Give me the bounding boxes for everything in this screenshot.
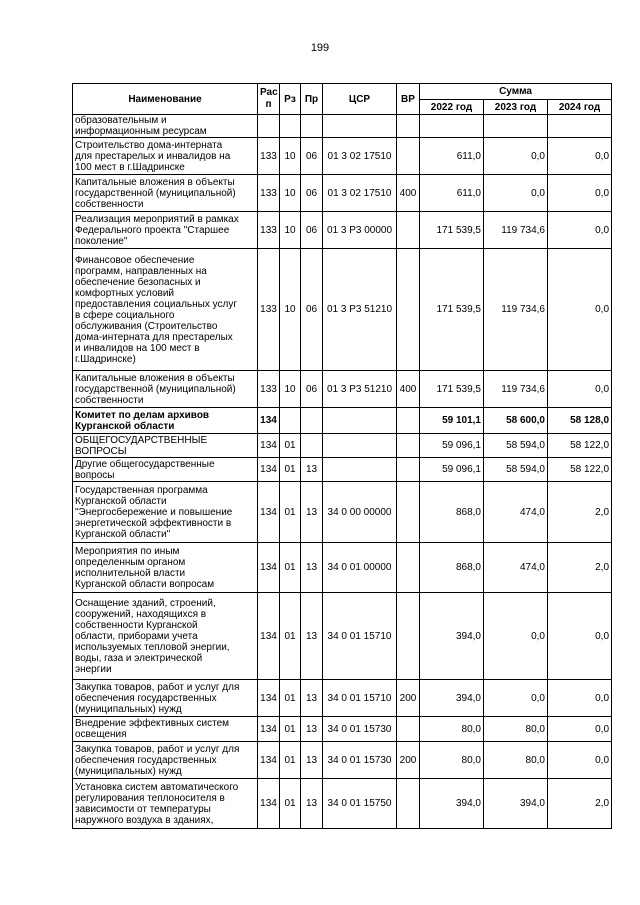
row-2024-cell [548, 115, 612, 138]
row-2023-cell: 0,0 [484, 593, 548, 680]
header-name: Наименование [73, 84, 258, 115]
row-rz-cell: 10 [280, 175, 301, 212]
table-row [73, 717, 612, 742]
page-number: 199 [310, 42, 330, 54]
table-row [73, 175, 612, 212]
table-row [73, 742, 612, 779]
row-2022-cell: 171 539,5 [420, 212, 484, 249]
row-2022-cell: 868,0 [420, 482, 484, 543]
row-2024-cell: 58 122,0 [548, 434, 612, 458]
row-name-cell: Строительство дома-интерната для престарелых и инвалидов на 100 мест в г.Шадринске [73, 138, 258, 175]
row-2022-cell: 80,0 [420, 717, 484, 742]
row-csr-cell: 34 0 01 00000 [323, 543, 397, 593]
header-sum: Сумма [420, 84, 612, 100]
row-2022-cell [420, 115, 484, 138]
header-pr: Пр [301, 84, 323, 115]
row-2022-cell: 171 539,5 [420, 371, 484, 408]
row-vr-cell [397, 249, 420, 371]
row-2024-cell: 2,0 [548, 482, 612, 543]
row-rz-cell: 01 [280, 680, 301, 717]
table-row [73, 680, 612, 717]
row-rz-cell: 10 [280, 212, 301, 249]
row-pr-cell [301, 434, 323, 458]
row-rasp-cell: 134 [258, 408, 280, 434]
budget-table [72, 83, 612, 829]
row-rasp-cell: 134 [258, 593, 280, 680]
row-name-cell: Финансовое обеспечение программ, направленных на обеспечение безопасных и комфортных условий предоставления социальных услуг в сфере социального обслуживания (Строительство дома-интерната для престарелых и инвалидов на 100 мест в г.Шадринске) [73, 249, 258, 371]
row-rz-cell: 10 [280, 249, 301, 371]
row-2022-cell: 394,0 [420, 779, 484, 829]
row-name-cell: Капитальные вложения в объекты государственной (муниципальной) собственности [73, 371, 258, 408]
row-rasp-cell: 134 [258, 482, 280, 543]
row-vr-cell: 400 [397, 371, 420, 408]
table-row [73, 543, 612, 593]
table-row [73, 593, 612, 680]
header-vr: ВР [397, 84, 420, 115]
header-2022: 2022 год [420, 100, 484, 115]
row-2024-cell: 0,0 [548, 371, 612, 408]
row-vr-cell [397, 115, 420, 138]
row-2023-cell: 474,0 [484, 543, 548, 593]
row-2022-cell: 611,0 [420, 138, 484, 175]
row-2024-cell: 58 122,0 [548, 458, 612, 482]
row-csr-cell: 01 3 P3 00000 [323, 212, 397, 249]
row-vr-cell [397, 434, 420, 458]
row-2024-cell: 58 128,0 [548, 408, 612, 434]
row-csr-cell [323, 115, 397, 138]
row-2024-cell: 0,0 [548, 593, 612, 680]
row-name-cell: Капитальные вложения в объекты государственной (муниципальной) собственности [73, 175, 258, 212]
row-name-cell: Государственная программа Курганской области "Энергосбережение и повышение энергетической эффективности в Курганской области" [73, 482, 258, 543]
table-row [73, 138, 612, 175]
row-2022-cell: 59 101,1 [420, 408, 484, 434]
row-vr-cell [397, 408, 420, 434]
row-2022-cell: 80,0 [420, 742, 484, 779]
row-csr-cell [323, 408, 397, 434]
row-2024-cell: 0,0 [548, 249, 612, 371]
row-2023-cell: 80,0 [484, 717, 548, 742]
row-rasp-cell: 133 [258, 138, 280, 175]
row-csr-cell: 34 0 01 15750 [323, 779, 397, 829]
row-2024-cell: 2,0 [548, 543, 612, 593]
row-name-cell: Другие общегосударственные вопросы [73, 458, 258, 482]
row-pr-cell: 13 [301, 717, 323, 742]
row-2022-cell: 171 539,5 [420, 249, 484, 371]
table-row [73, 212, 612, 249]
row-pr-cell: 06 [301, 138, 323, 175]
row-2022-cell: 59 096,1 [420, 434, 484, 458]
row-csr-cell: 01 3 P3 51210 [323, 371, 397, 408]
row-name-cell: ОБЩЕГОСУДАРСТВЕННЫЕ ВОПРОСЫ [73, 434, 258, 458]
row-name-cell: Установка систем автоматического регулирования теплоносителя в зависимости от температуры наружного воздуха в зданиях, [73, 779, 258, 829]
row-2024-cell: 0,0 [548, 212, 612, 249]
row-2023-cell: 394,0 [484, 779, 548, 829]
row-2022-cell: 611,0 [420, 175, 484, 212]
row-pr-cell: 13 [301, 680, 323, 717]
row-pr-cell: 13 [301, 482, 323, 543]
row-2024-cell: 0,0 [548, 680, 612, 717]
row-pr-cell: 06 [301, 175, 323, 212]
row-rasp-cell: 134 [258, 779, 280, 829]
row-rasp-cell: 134 [258, 680, 280, 717]
row-pr-cell: 06 [301, 249, 323, 371]
row-pr-cell [301, 408, 323, 434]
header-2023: 2023 год [484, 100, 548, 115]
row-2022-cell: 59 096,1 [420, 458, 484, 482]
row-rasp-cell: 134 [258, 458, 280, 482]
row-rz-cell: 01 [280, 543, 301, 593]
table-row [73, 779, 612, 829]
row-2022-cell: 394,0 [420, 680, 484, 717]
row-rz-cell: 01 [280, 482, 301, 543]
row-2022-cell: 868,0 [420, 543, 484, 593]
row-rz-cell: 01 [280, 593, 301, 680]
table-row [73, 408, 612, 434]
row-rz-cell: 01 [280, 742, 301, 779]
header-2024: 2024 год [548, 100, 612, 115]
row-name-cell: Реализация мероприятий в рамках Федерального проекта "Старшее поколение" [73, 212, 258, 249]
row-rz-cell: 10 [280, 138, 301, 175]
row-2023-cell: 119 734,6 [484, 249, 548, 371]
row-vr-cell [397, 543, 420, 593]
row-name-cell: Комитет по делам архивов Курганской области [73, 408, 258, 434]
header-rasp: Рас п [258, 84, 280, 115]
row-vr-cell: 200 [397, 680, 420, 717]
row-name-cell: Закупка товаров, работ и услуг для обеспечения государственных (муниципальных) нужд [73, 742, 258, 779]
row-2024-cell: 0,0 [548, 717, 612, 742]
row-csr-cell: 34 0 01 15710 [323, 680, 397, 717]
row-rasp-cell: 133 [258, 212, 280, 249]
row-2023-cell: 119 734,6 [484, 371, 548, 408]
row-2023-cell [484, 115, 548, 138]
row-2023-cell: 0,0 [484, 175, 548, 212]
row-rz-cell: 01 [280, 434, 301, 458]
row-csr-cell: 01 3 P3 51210 [323, 249, 397, 371]
row-rz-cell: 01 [280, 458, 301, 482]
row-2023-cell: 58 600,0 [484, 408, 548, 434]
row-pr-cell [301, 115, 323, 138]
table-row [73, 482, 612, 543]
row-name-cell: Мероприятия по иным определенным органом исполнительной власти Курганской области вопросам [73, 543, 258, 593]
row-csr-cell: 01 3 02 17510 [323, 138, 397, 175]
table-row [73, 115, 612, 138]
row-rasp-cell: 134 [258, 742, 280, 779]
row-csr-cell: 34 0 01 15710 [323, 593, 397, 680]
row-csr-cell [323, 458, 397, 482]
row-rasp-cell: 133 [258, 175, 280, 212]
row-vr-cell [397, 779, 420, 829]
row-pr-cell: 06 [301, 371, 323, 408]
row-rz-cell: 01 [280, 717, 301, 742]
row-csr-cell: 01 3 02 17510 [323, 175, 397, 212]
row-2023-cell: 0,0 [484, 138, 548, 175]
row-pr-cell: 13 [301, 742, 323, 779]
row-rasp-cell: 133 [258, 249, 280, 371]
row-vr-cell [397, 717, 420, 742]
row-name-cell: Оснащение зданий, строений, сооружений, находящихся в собственности Курганской области, приборами учета используемых тепловой энергии, воды, газа и электрической энергии [73, 593, 258, 680]
row-rz-cell: 01 [280, 779, 301, 829]
row-rz-cell [280, 408, 301, 434]
header-rz: Рз [280, 84, 301, 115]
row-csr-cell: 34 0 01 15730 [323, 717, 397, 742]
row-2023-cell: 58 594,0 [484, 458, 548, 482]
row-rasp-cell: 133 [258, 371, 280, 408]
table-row [73, 458, 612, 482]
row-2023-cell: 80,0 [484, 742, 548, 779]
row-rasp-cell: 134 [258, 434, 280, 458]
row-vr-cell [397, 482, 420, 543]
row-rz-cell: 10 [280, 371, 301, 408]
row-pr-cell: 13 [301, 543, 323, 593]
row-vr-cell [397, 593, 420, 680]
table-row [73, 434, 612, 458]
row-vr-cell [397, 458, 420, 482]
row-csr-cell: 34 0 00 00000 [323, 482, 397, 543]
row-rasp-cell [258, 115, 280, 138]
row-2023-cell: 0,0 [484, 680, 548, 717]
row-rasp-cell: 134 [258, 717, 280, 742]
row-vr-cell [397, 212, 420, 249]
row-pr-cell: 13 [301, 779, 323, 829]
row-csr-cell [323, 434, 397, 458]
row-rasp-cell: 134 [258, 543, 280, 593]
row-name-cell: образовательным и информационным ресурсам [73, 115, 258, 138]
row-rz-cell [280, 115, 301, 138]
row-name-cell: Внедрение эффективных систем освещения [73, 717, 258, 742]
row-2024-cell: 0,0 [548, 742, 612, 779]
row-vr-cell: 200 [397, 742, 420, 779]
row-2024-cell: 2,0 [548, 779, 612, 829]
row-vr-cell: 400 [397, 175, 420, 212]
row-pr-cell: 13 [301, 458, 323, 482]
row-vr-cell [397, 138, 420, 175]
row-2024-cell: 0,0 [548, 175, 612, 212]
row-2024-cell: 0,0 [548, 138, 612, 175]
header-csr: ЦСР [323, 84, 397, 115]
table-row [73, 371, 612, 408]
row-2023-cell: 119 734,6 [484, 212, 548, 249]
row-2023-cell: 58 594,0 [484, 434, 548, 458]
row-csr-cell: 34 0 01 15730 [323, 742, 397, 779]
row-2023-cell: 474,0 [484, 482, 548, 543]
row-name-cell: Закупка товаров, работ и услуг для обеспечения государственных (муниципальных) нужд [73, 680, 258, 717]
row-pr-cell: 13 [301, 593, 323, 680]
row-pr-cell: 06 [301, 212, 323, 249]
table-row [73, 249, 612, 371]
row-2022-cell: 394,0 [420, 593, 484, 680]
